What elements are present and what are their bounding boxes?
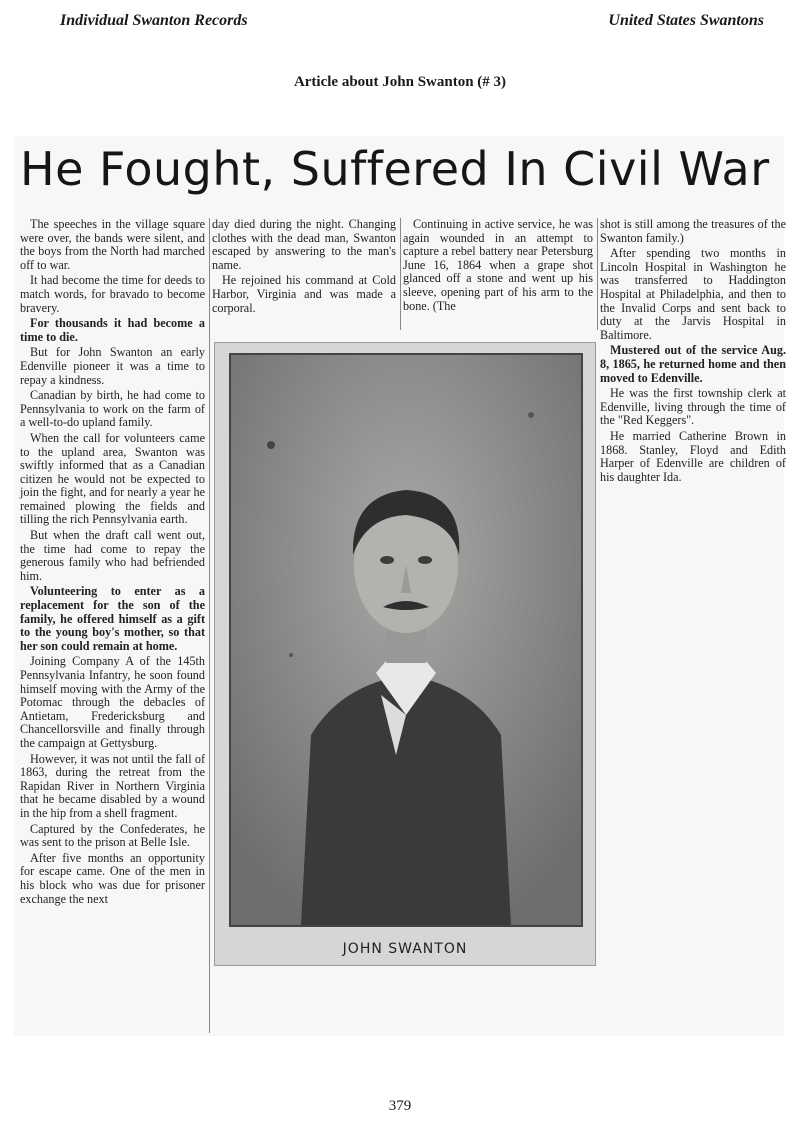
header-right: United States Swantons xyxy=(608,12,764,29)
paragraph: But for John Swanton an early Edenville pioneer it was a time to repay a kindness. xyxy=(20,345,205,387)
column-3 xyxy=(403,218,598,330)
page-number: 379 xyxy=(388,1098,412,1114)
paragraph: It had become the time for deeds to match words, for bravado to become bravery. xyxy=(20,273,205,315)
portrait-photo xyxy=(214,342,596,966)
paragraph: Captured by the Confederates, he was sent to the prison at Belle Isle. xyxy=(20,821,205,850)
paragraph: For thousands it had become a time to die. xyxy=(20,316,205,344)
paragraph: The speeches in the village square were over, the bands were silent, and the boys from the North had marched off to war. xyxy=(20,217,205,272)
paragraph: Continuing in active service, he was again wounded in an attempt to capture a rebel battery near Petersburg June 16, 1864 when a grape shot glanced off a stone and went up his sleeve, opening part of his arm to the bone. (The xyxy=(403,217,593,313)
paragraph: Volunteering to enter as a replacement for the son of the family, he offered himself as a gift to the young boy's mother, so that her son could remain at home. xyxy=(20,584,205,653)
column-1 xyxy=(20,218,210,1033)
paragraph: shot is still among the treasures of the Swanton family.) xyxy=(600,217,786,245)
paragraph: After spending two months in Lincoln Hospital in Washington he was transferred to Haddington Hospital at Philadelphia, and then to the Invalid Corps and sent back to duty at the Jarvis Hospital in Baltimore. xyxy=(600,246,786,342)
paragraph: Canadian by birth, he had come to Pennsylvania to work on the farm of a well-to-do upland family. xyxy=(20,388,205,430)
headline: He Fought, Suffered In Civil War xyxy=(20,142,770,196)
paragraph: He married Catherine Brown in 1868. Stanley, Floyd and Edith Harper of Edenville are children of his daughter Ida. xyxy=(600,428,786,484)
paragraph: When the call for volunteers came to the upland area, Swanton was swiftly informed that as a Canadian citizen he would not be expected to join the fight, and for nearly a year he remained plowing the fields and tilling the rich Pennsylvania earth. xyxy=(20,430,205,527)
paragraph: Joining Company A of the 145th Pennsylvania Infantry, he soon found himself moving with the Army of the Potomac through the debacles of Antietam, Fredericksburg and Chancellorsville and finally through the campaign at Gettysburg. xyxy=(20,654,205,750)
paragraph: However, it was not until the fall of 1863, during the retreat from the Rapidan River in Northern Virginia that he became disabled by a wound in the hip from a shell fragment. xyxy=(20,751,205,820)
column-2 xyxy=(212,218,401,330)
paragraph: He was the first township clerk at Edenville, living through the time of the "Red Keggers". xyxy=(600,386,786,428)
portrait-image xyxy=(229,353,583,927)
header-left: Individual Swanton Records xyxy=(60,12,248,29)
portrait-illustration xyxy=(231,355,581,925)
paragraph: He rejoined his command at Cold Harbor, Virginia and was made a corporal. xyxy=(212,273,396,315)
paragraph: After five months an opportunity for escape came. One of the men in his block who was due for prisoner exchange the next xyxy=(20,850,205,906)
paragraph: Mustered out of the service Aug. 8, 1865, he returned home and then moved to Edenville. xyxy=(600,343,786,385)
photo-caption: JOHN SWANTON xyxy=(342,941,468,957)
column-4 xyxy=(600,218,786,486)
paragraph: But when the draft call went out, the time had come to repay the generous family who had befriended him. xyxy=(20,528,205,583)
paragraph: day died during the night. Changing clothes with the dead man, Swanton escaped by answering to the man's name. xyxy=(212,217,396,272)
article-title: Article about John Swanton (# 3) xyxy=(293,74,507,90)
